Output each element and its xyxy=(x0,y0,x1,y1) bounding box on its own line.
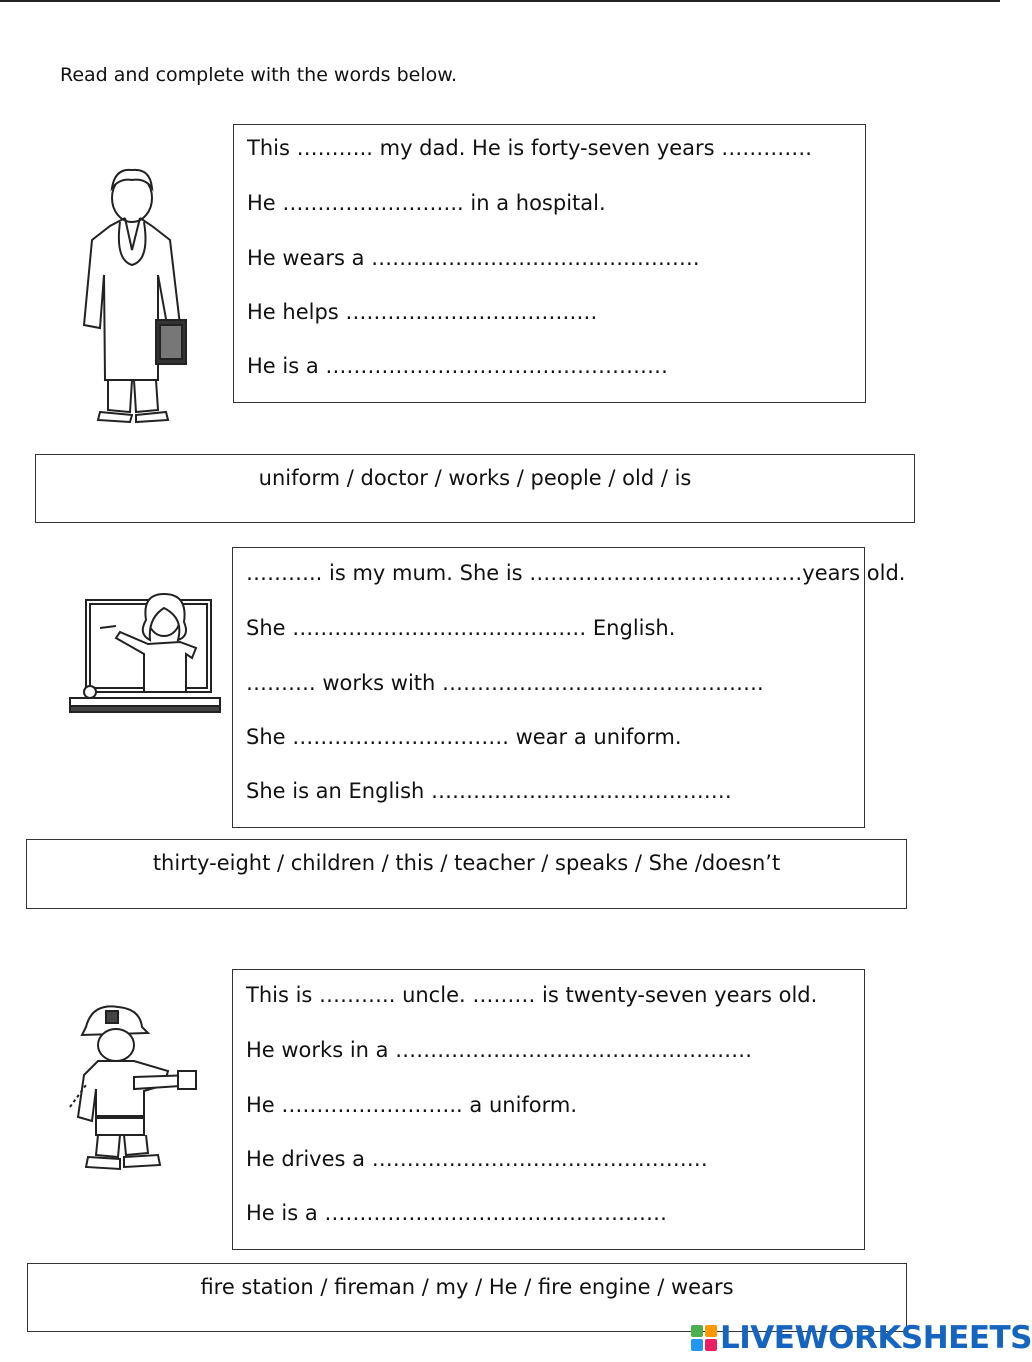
sentence-3-2: He works in a …………………………………………… xyxy=(246,1038,753,1062)
sentence-2-5: She is an English ……………………….…………… xyxy=(246,779,732,803)
exercise-box-2 xyxy=(232,547,906,828)
teacher-illustration xyxy=(68,588,223,716)
word-bank-3-text: fire station / fireman / my / He / fire engine / wears xyxy=(200,1275,734,1299)
liveworksheets-logo[interactable] xyxy=(690,1318,1032,1358)
sentence-1-2: He …………………….. in a hospital. xyxy=(247,191,606,215)
instruction-text: Read and complete with the words below. xyxy=(60,64,458,86)
sentence-3-4: He drives a ………………………………………… xyxy=(246,1147,708,1171)
sentence-2-1: ……….. is my mum. She is …………………………………years old. xyxy=(246,561,906,585)
word-bank-1 xyxy=(35,454,915,523)
sentence-3-1: This is ……….. uncle. ……… is twenty-seven years old. xyxy=(246,983,818,1007)
exercise-box-1 xyxy=(233,124,866,403)
logo-text: LIVEWORKSHEETS xyxy=(720,1320,1032,1356)
top-border-line xyxy=(0,0,1000,2)
sentence-1-5: He is a …………………………….…………… xyxy=(247,354,669,378)
sentence-3-5: He is a …………………………….…………… xyxy=(246,1201,668,1225)
fireman-illustration xyxy=(68,1005,203,1175)
word-bank-1-text: uniform / doctor / works / people / old / is xyxy=(258,466,692,490)
liveworksheets-logo-icon xyxy=(690,1324,718,1352)
doctor-illustration xyxy=(70,160,210,425)
word-bank-2-text: thirty-eight / children / this / teacher / speaks / She /doesn’t xyxy=(152,851,781,875)
sentence-2-3: ………. works with ………………………………………. xyxy=(246,671,764,695)
sentence-3-3: He …………………….. a uniform. xyxy=(246,1093,578,1117)
sentence-2-4: She …………………………. wear a uniform. xyxy=(246,725,682,749)
sentence-1-1: This ……….. my dad. He is forty-seven years …………. xyxy=(247,136,812,160)
word-bank-2 xyxy=(26,839,907,909)
sentence-1-4: He helps ……………………………… xyxy=(247,300,598,324)
sentence-1-3: He wears a ……………………………….………. xyxy=(247,246,700,270)
sentence-2-2: She …………………………………… English. xyxy=(246,616,676,640)
exercise-box-3 xyxy=(232,969,865,1250)
